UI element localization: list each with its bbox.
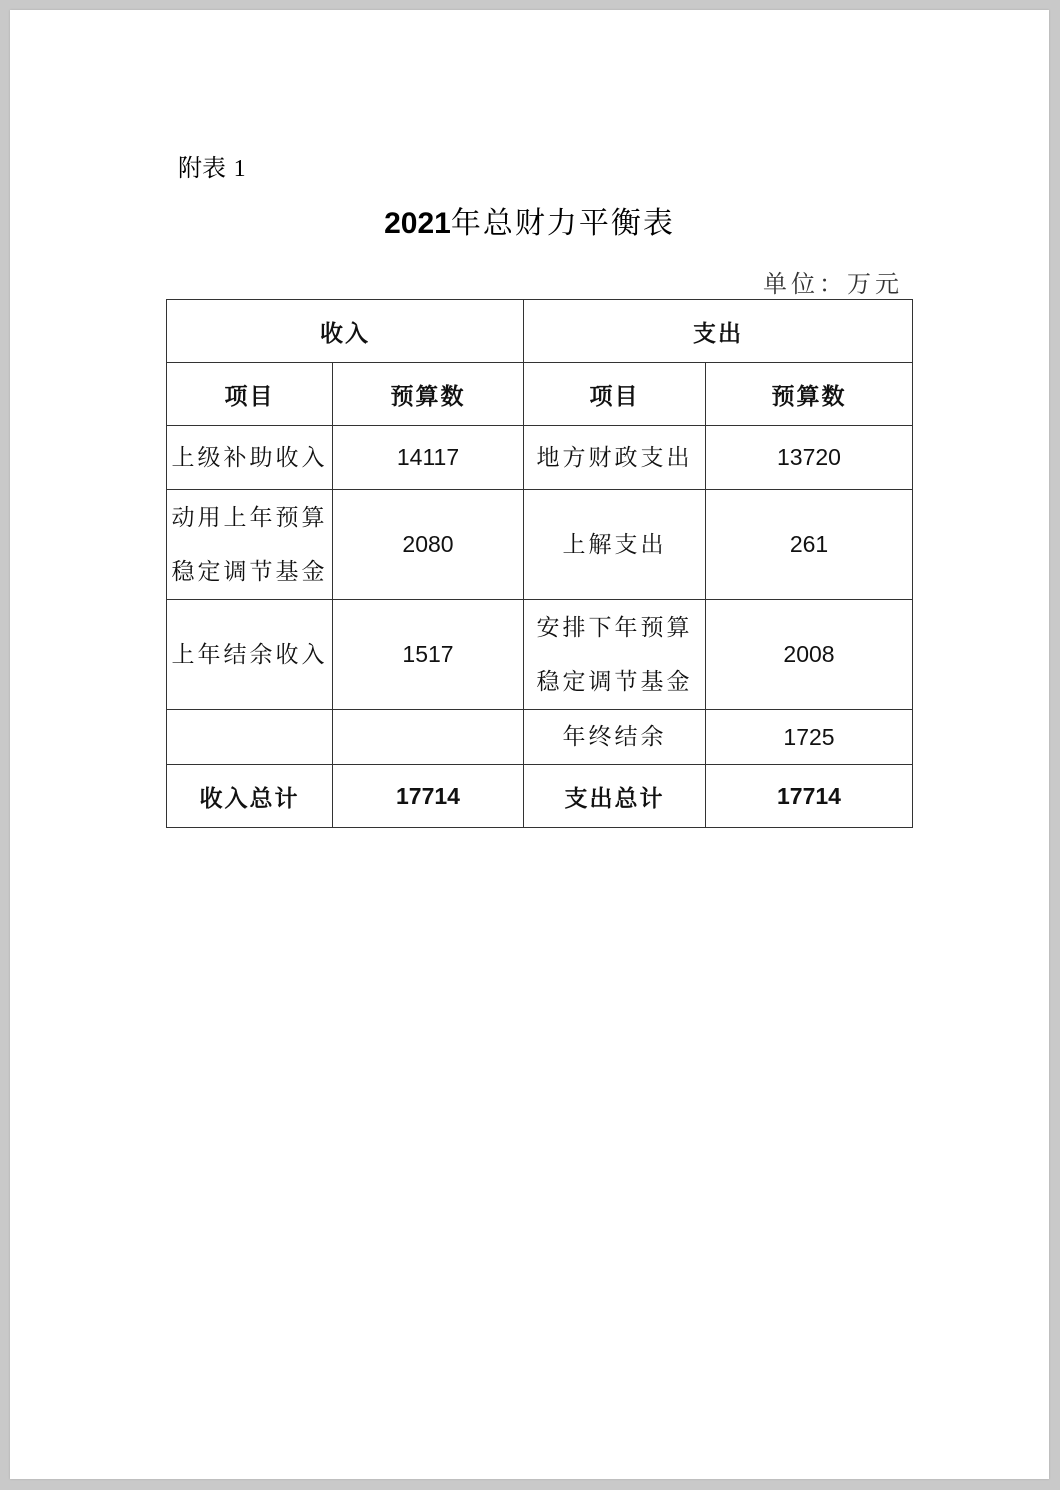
income-item-line: 上级补助收入 (171, 444, 328, 471)
expense-item-line: 安排下年预算 (536, 614, 693, 641)
income-value-cell: 14117 (333, 426, 524, 490)
expense-item-cell (524, 710, 706, 765)
income-total-value: 17714 (333, 765, 524, 828)
unit-note: 单位：万元 (763, 270, 903, 298)
expense-value-cell: 261 (706, 490, 913, 600)
expense-total-value: 17714 (706, 765, 913, 828)
income-item-cell (167, 426, 333, 490)
balance-table (166, 299, 913, 828)
income-item-cell-empty (167, 710, 333, 765)
title-year: 2021 (384, 207, 451, 240)
expense-value-cell: 13720 (706, 426, 913, 490)
expense-item-line: 地方财政支出 (536, 444, 693, 471)
income-item-header: 项目 (167, 363, 333, 426)
section-header-row (167, 300, 913, 363)
attachment-label (178, 148, 246, 183)
income-value-cell: 2080 (333, 490, 524, 600)
income-item-cell (167, 600, 333, 710)
expense-value-cell: 1725 (706, 710, 913, 765)
expense-budget-header: 预算数 (706, 363, 913, 426)
expense-item-line: 稳定调节基金 (536, 668, 693, 695)
table-row (167, 426, 913, 490)
page-title (10, 198, 1049, 242)
income-item-line: 上年结余收入 (171, 641, 328, 668)
expense-value-cell: 2008 (706, 600, 913, 710)
expense-total-label: 支出总计 (524, 765, 706, 828)
attachment-label-text: 附表 (178, 154, 226, 182)
column-header-row (167, 363, 913, 426)
income-total-label: 收入总计 (167, 765, 333, 828)
table-row (167, 710, 913, 765)
document-page (10, 10, 1049, 1479)
expense-item-line: 上解支出 (562, 531, 667, 558)
expense-item-header: 项目 (524, 363, 706, 426)
income-value-cell-empty (333, 710, 524, 765)
expense-item-cell (524, 426, 706, 490)
income-item-line: 动用上年预算 (171, 504, 328, 531)
table-row (167, 600, 913, 710)
title-text: 年总财力平衡表 (450, 206, 675, 241)
expense-item-cell (524, 600, 706, 710)
income-item-cell (167, 490, 333, 600)
income-section-header: 收入 (167, 300, 524, 363)
table-row (167, 490, 913, 600)
expense-item-cell (524, 490, 706, 600)
expense-section-header: 支出 (524, 300, 913, 363)
income-item-line: 稳定调节基金 (171, 558, 328, 585)
income-budget-header: 预算数 (333, 363, 524, 426)
expense-item-line: 年终结余 (562, 724, 667, 750)
income-value-cell: 1517 (333, 600, 524, 710)
attachment-number: 1 (233, 156, 246, 182)
totals-row (167, 765, 913, 828)
